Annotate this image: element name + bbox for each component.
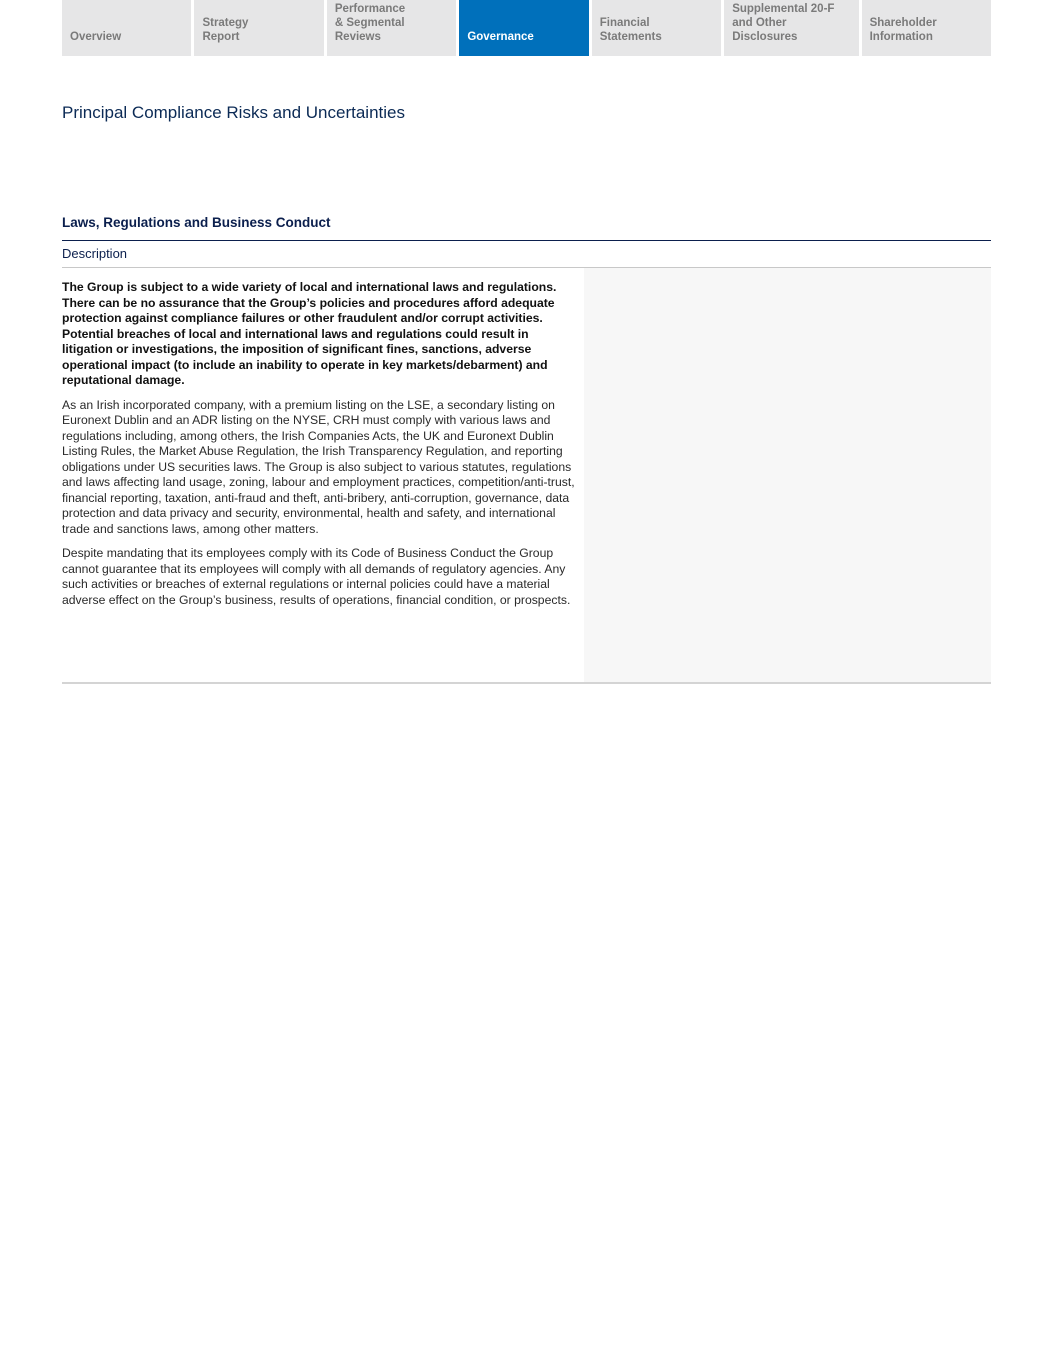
description-header: Description bbox=[62, 246, 128, 261]
page-title: Principal Compliance Risks and Uncertainties bbox=[62, 103, 405, 122]
risk-description bbox=[62, 280, 576, 617]
risk-lead-paragraph: The Group is subject to a wide variety of local and international laws and regulations. There can be no assurance that the Group’s policies and procedures afford adequate protection against compliance failures or other fraudulent and/or corrupt activities. Potential breaches of local and international laws and regulations could result in litigation or investigations, the imposition of significant fines, sanctions, adverse operational impact (to include an inability to operate in key markets/debarment) and reputational damage. bbox=[62, 280, 557, 387]
tab-financial-statements-label: Financial Statements bbox=[599, 17, 662, 43]
tab-strategy-report-label: Strategy Report bbox=[202, 17, 249, 43]
side-panel bbox=[584, 268, 991, 682]
tab-governance[interactable] bbox=[459, 0, 588, 56]
tab-business-performance[interactable] bbox=[327, 0, 456, 56]
section-divider bbox=[62, 240, 991, 241]
tab-supplemental-20f-label: Supplemental 20-F and Other Disclosures bbox=[732, 3, 835, 43]
risk-paragraph-1: As an Irish incorporated company, with a premium listing on the LSE, a secondary listing on Euronext Dublin and an ADR listing on the NYSE, CRH must comply with various laws and regulations including, among others, the Irish Companies Acts, the UK and Euronext Dublin Listing Rules, the Market Abuse Regulation, the Irish Transparency Regulation, and reporting obligations under US securities laws. The Group is also subject to various statutes, regulations and laws affecting land usage, zoning, labour and employment practices, competition/anti-trust, financial reporting, taxation, anti-fraud and theft, anti-bribery, anti-corruption, governance, data protection and data privacy and security, environmental, health and safety, and international trade and sanctions laws, among other matters. bbox=[62, 397, 575, 536]
risk-title: Laws, Regulations and Business Conduct bbox=[62, 215, 331, 230]
section-nav bbox=[62, 0, 991, 56]
tab-overview[interactable] bbox=[62, 0, 191, 56]
tab-financial-statements[interactable] bbox=[592, 0, 721, 56]
section-bottom-divider bbox=[62, 682, 991, 684]
tab-shareholder-information-label: Shareholder Information bbox=[869, 17, 937, 43]
tab-business-performance-label: Performance & Segmental Reviews bbox=[334, 3, 406, 43]
tab-shareholder-information[interactable] bbox=[862, 0, 991, 56]
tab-supplemental-20f[interactable] bbox=[724, 0, 858, 56]
tab-strategy-report[interactable] bbox=[194, 0, 323, 56]
tab-overview-label: Overview bbox=[70, 31, 122, 43]
tab-governance-label: Governance bbox=[467, 31, 534, 43]
risk-paragraph-2: Despite mandating that its employees comply with its Code of Business Conduct the Group cannot guarantee that its employees will comply with all demands of regulatory agencies. Any such activities or breaches of external regulations or internal policies could have a material adverse effect on the Group’s business, results of operations, financial condition, or prospects. bbox=[62, 546, 571, 607]
